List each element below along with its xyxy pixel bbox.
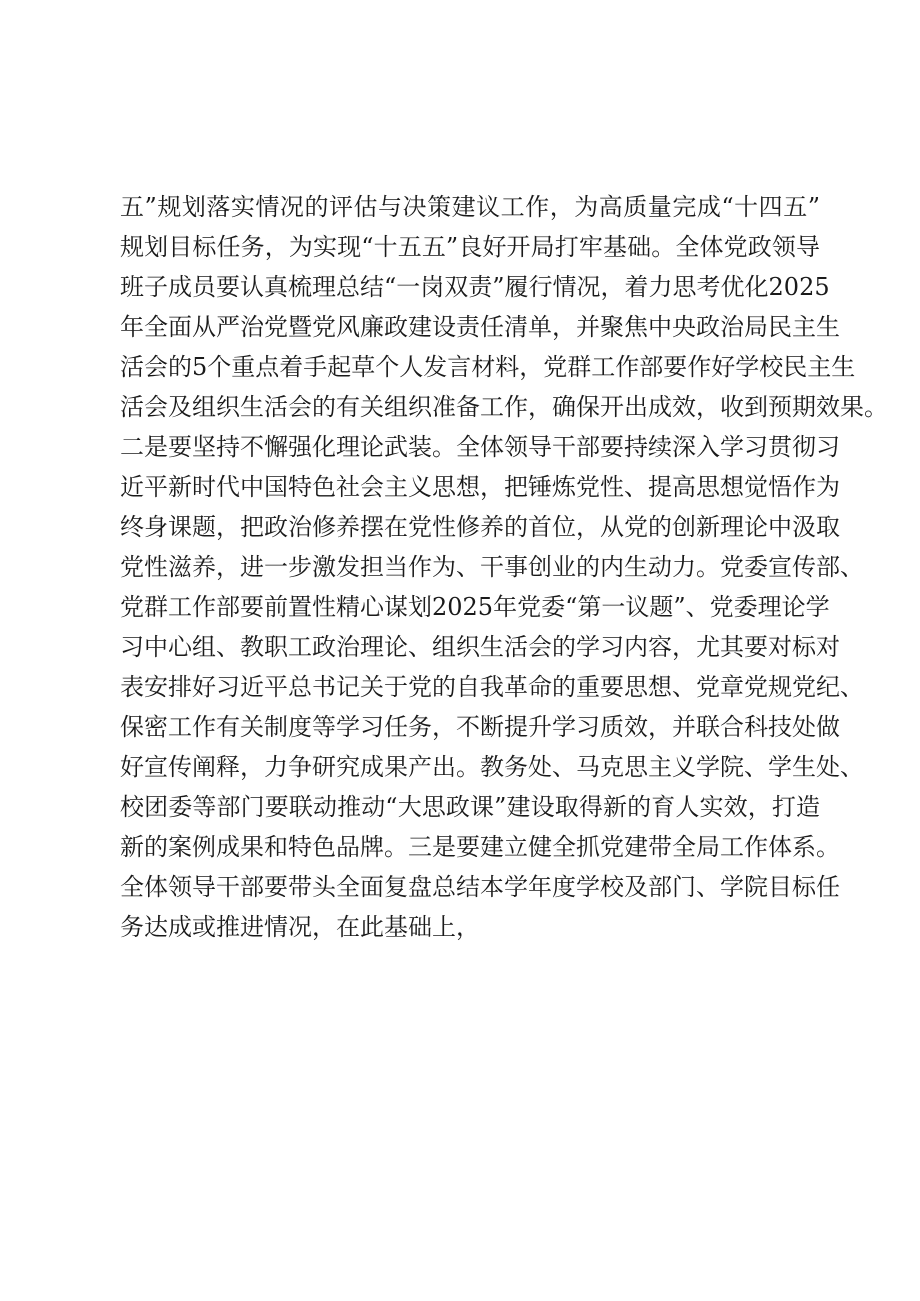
text-line: 活会的5个重点着手起草个人发言材料，党群工作部要作好学校民主生 (120, 353, 856, 381)
text-line: 好宣传阐释，力争研究成果产出。教务处、马克思主义学院、学生处、 (120, 753, 864, 781)
text-line: 终身课题，把政治修养摆在党性修养的首位，从党的创新理论中汲取 (120, 513, 840, 541)
text-line: 活会及组织生活会的有关组织准备工作，确保开出成效，收到预期效果。 (120, 393, 888, 421)
text-line: 年全面从严治党暨党风廉政建设责任清单，并聚焦中央政治局民主生 (120, 313, 840, 341)
text-line: 班子成员要认真梳理总结“一岗双责”履行情况，着力思考优化2025 (120, 273, 830, 301)
text-line: 近平新时代中国特色社会主义思想，把锤炼党性、提高思想觉悟作为 (120, 473, 840, 501)
text-line: 表安排好习近平总书记关于党的自我革命的重要思想、党章党规党纪、 (120, 673, 864, 701)
text-line: 规划目标任务，为实现“十五五”良好开局打牢基础。全体党政领导 (120, 233, 820, 261)
text-line: 习中心组、教职工政治理论、组织生活会的学习内容，尤其要对标对 (120, 633, 840, 661)
text-line: 务达成或推进情况，在此基础上， (120, 913, 480, 941)
body-paragraph (120, 187, 888, 947)
text-line: 全体领导干部要带头全面复盘总结本学年度学校及部门、学院目标任 (120, 873, 840, 901)
text-line: 党性滋养，进一步激发担当作为、干事创业的内生动力。党委宣传部、 (120, 553, 864, 581)
text-line: 二是要坚持不懈强化理论武装。全体领导干部要持续深入学习贯彻习 (120, 433, 840, 461)
text-line: 校团委等部门要联动推动“大思政课”建设取得新的育人实效，打造 (120, 793, 820, 821)
text-line: 新的案例成果和特色品牌。三是要建立健全抓党建带全局工作体系。 (120, 833, 840, 861)
text-line: 党群工作部要前置性精心谋划2025年党委“第一议题”、党委理论学 (120, 593, 830, 621)
text-line: 五”规划落实情况的评估与决策建议工作，为高质量完成“十四五” (120, 193, 820, 221)
text-line: 保密工作有关制度等学习任务，不断提升学习质效，并联合科技处做 (120, 713, 840, 741)
